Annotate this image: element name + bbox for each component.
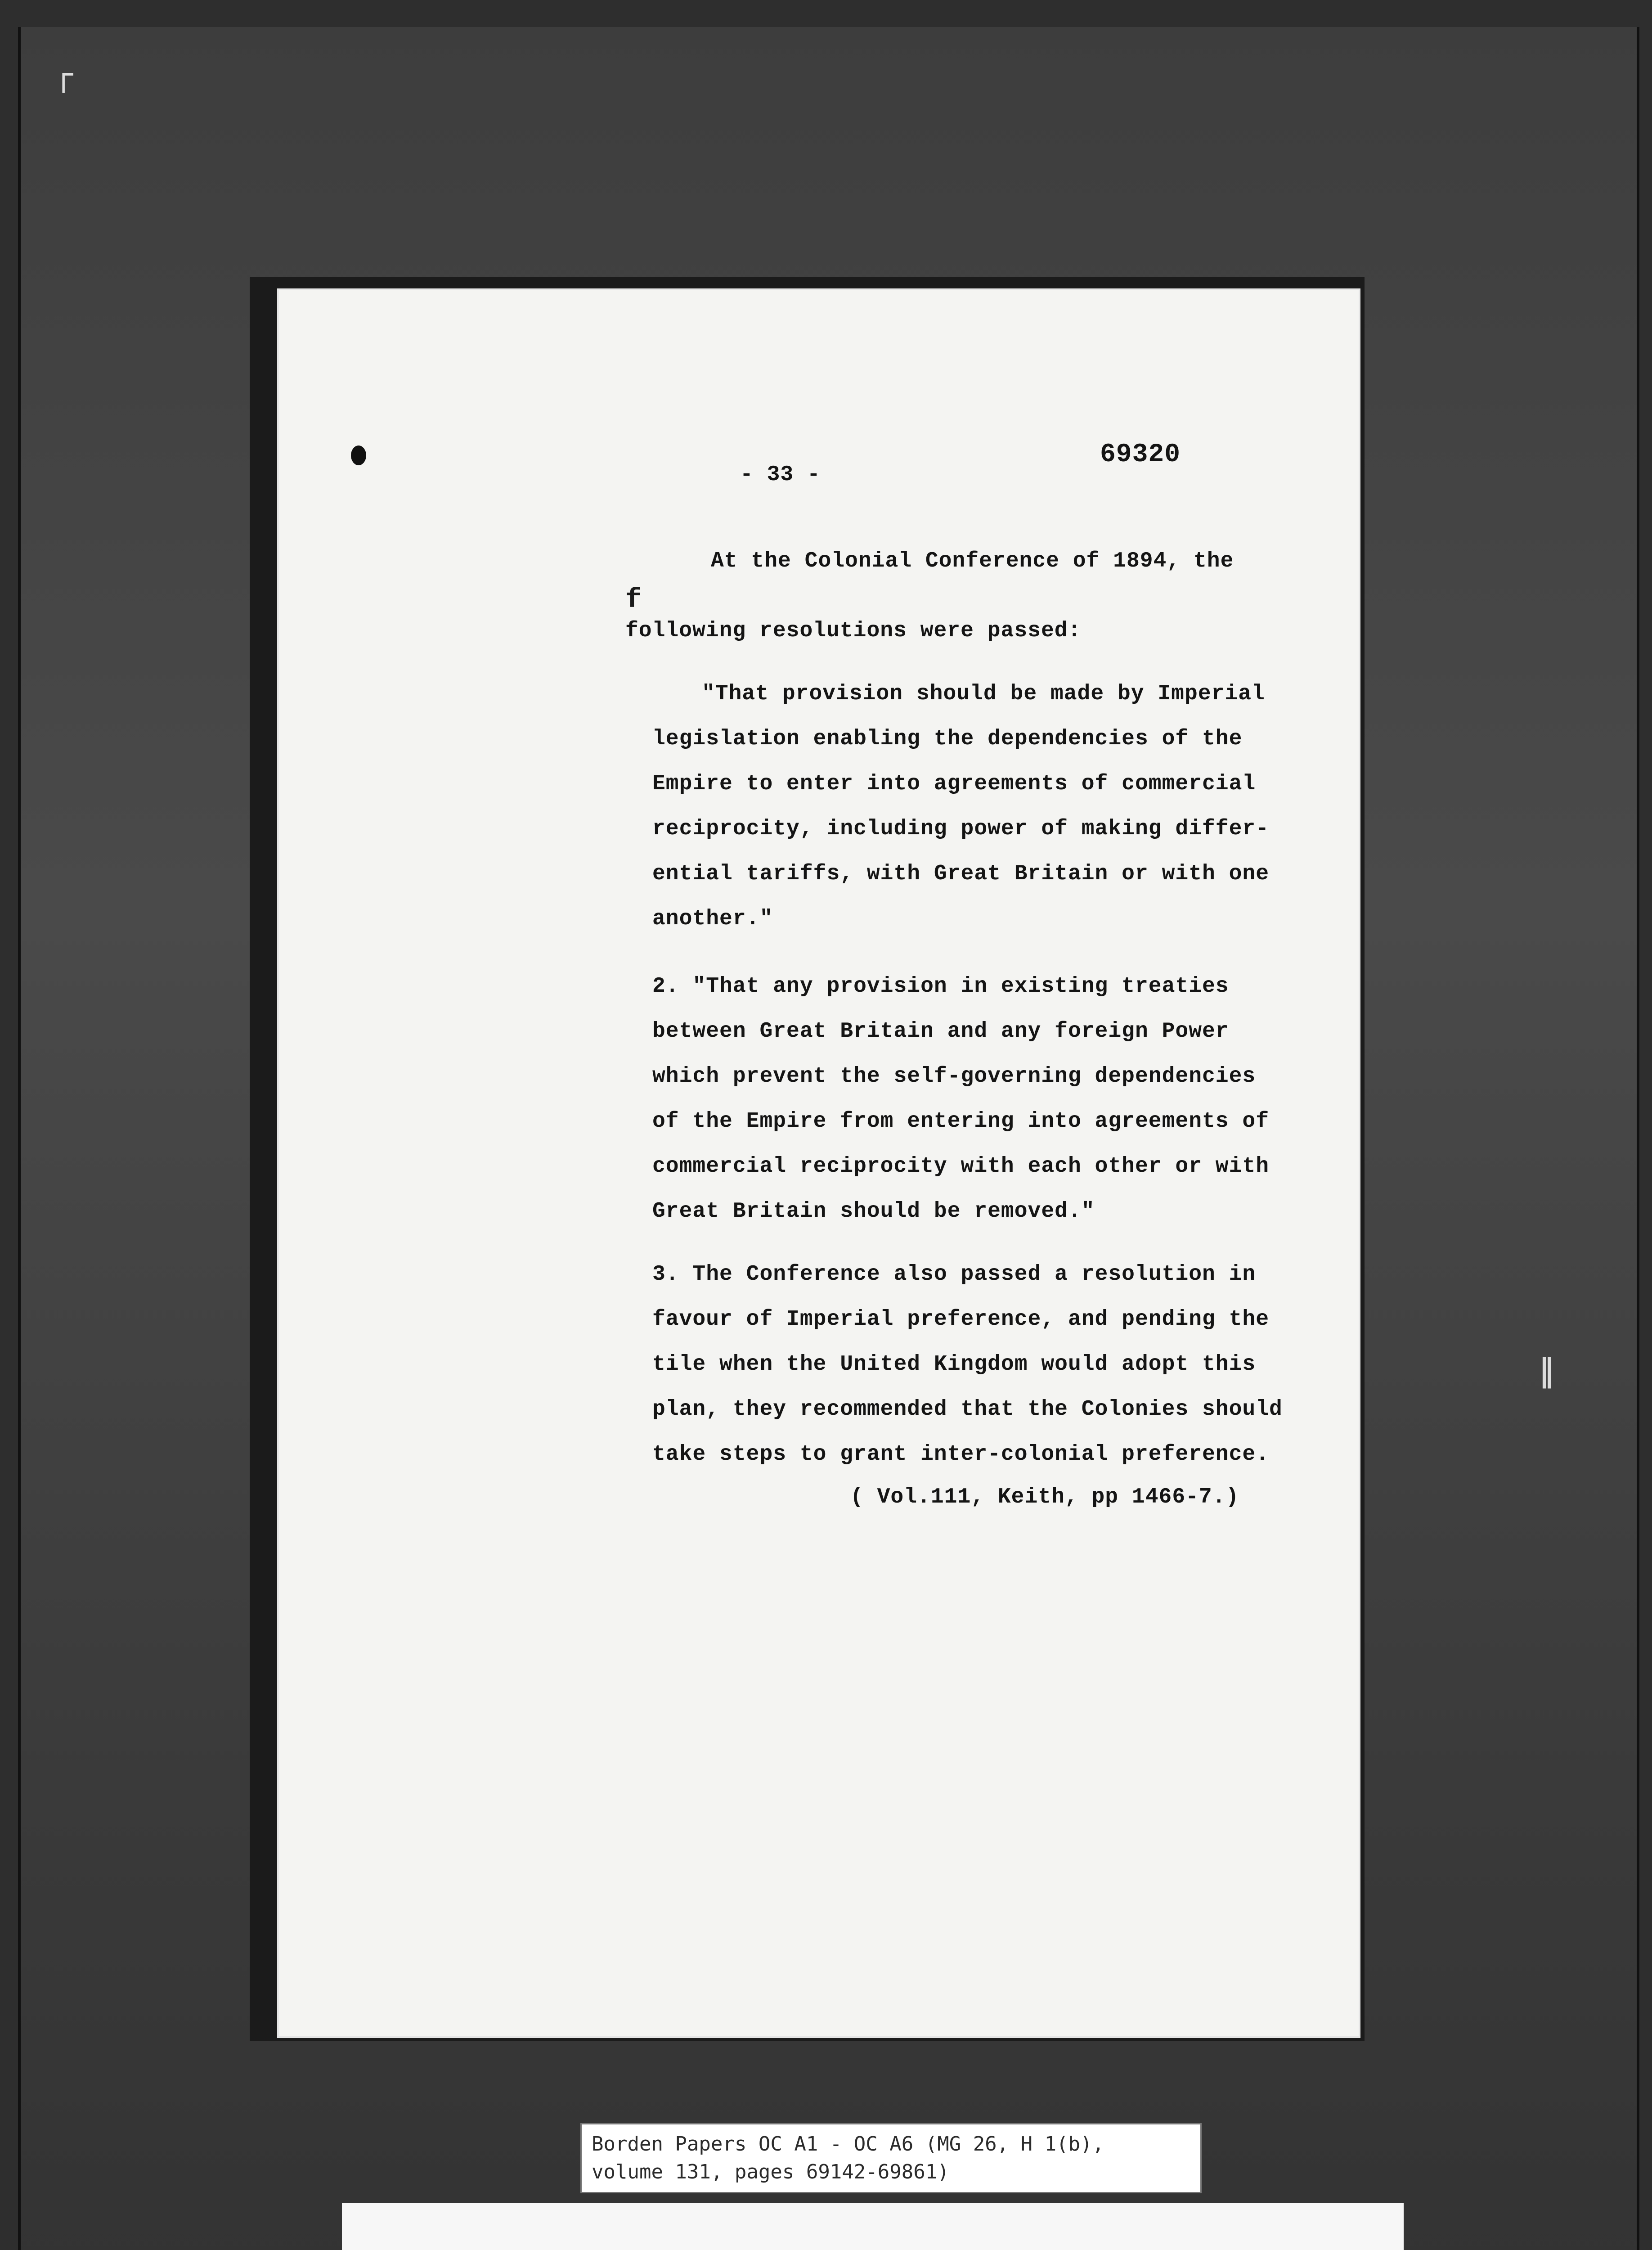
corner-mark-top-left: ┌ [54, 56, 73, 93]
quote-line: another." [652, 907, 773, 931]
quote-line: Empire to enter into agreements of commercial [652, 772, 1256, 796]
quote-line: take steps to grant inter-colonial preference. [652, 1442, 1270, 1467]
quote-line: which prevent the self-governing dependencies [652, 1064, 1256, 1089]
paragraph-line: following resolutions were passed: [625, 619, 1082, 643]
quote-line: commercial reciprocity with each other or with [652, 1154, 1270, 1179]
quote-line: favour of Imperial preference, and pending the [652, 1307, 1270, 1332]
quote-line: between Great Britain and any foreign Power [652, 1019, 1229, 1044]
quote-line: 2. "That any provision in existing treaties [652, 974, 1229, 999]
citation: ( Vol.111, Keith, pp 1466-7.) [850, 1485, 1239, 1509]
quote-line: ential tariffs, with Great Britain or with one [652, 862, 1270, 886]
quote-line: Great Britain should be removed." [652, 1199, 1095, 1224]
paragraph-line: At the Colonial Conference of 1894, the [711, 549, 1234, 573]
margin-mark: f [625, 585, 642, 616]
quote-line: reciprocity, including power of making differ- [652, 817, 1270, 841]
archive-card [342, 2203, 1404, 2250]
stamp-number: 69320 [1100, 440, 1181, 469]
reference-line: volume 131, pages 69142-69861) [592, 2160, 949, 2183]
punch-hole [351, 446, 366, 465]
quote-line: tile when the United Kingdom would adopt this [652, 1352, 1256, 1377]
quote-line: legislation enabling the dependencies of the [652, 727, 1243, 751]
page-number: - 33 - [740, 463, 821, 487]
quote-line: of the Empire from entering into agreements of [652, 1109, 1270, 1134]
reference-label [580, 2123, 1202, 2193]
right-edge-tick: ‖ [1539, 1352, 1554, 1389]
quote-line: "That provision should be made by Imperial [702, 682, 1265, 706]
quote-line: 3. The Conference also passed a resolution in [652, 1262, 1256, 1287]
reference-line: Borden Papers OC A1 - OC A6 (MG 26, H 1(b), [592, 2133, 1104, 2156]
quote-line: plan, they recommended that the Colonies should [652, 1397, 1283, 1422]
